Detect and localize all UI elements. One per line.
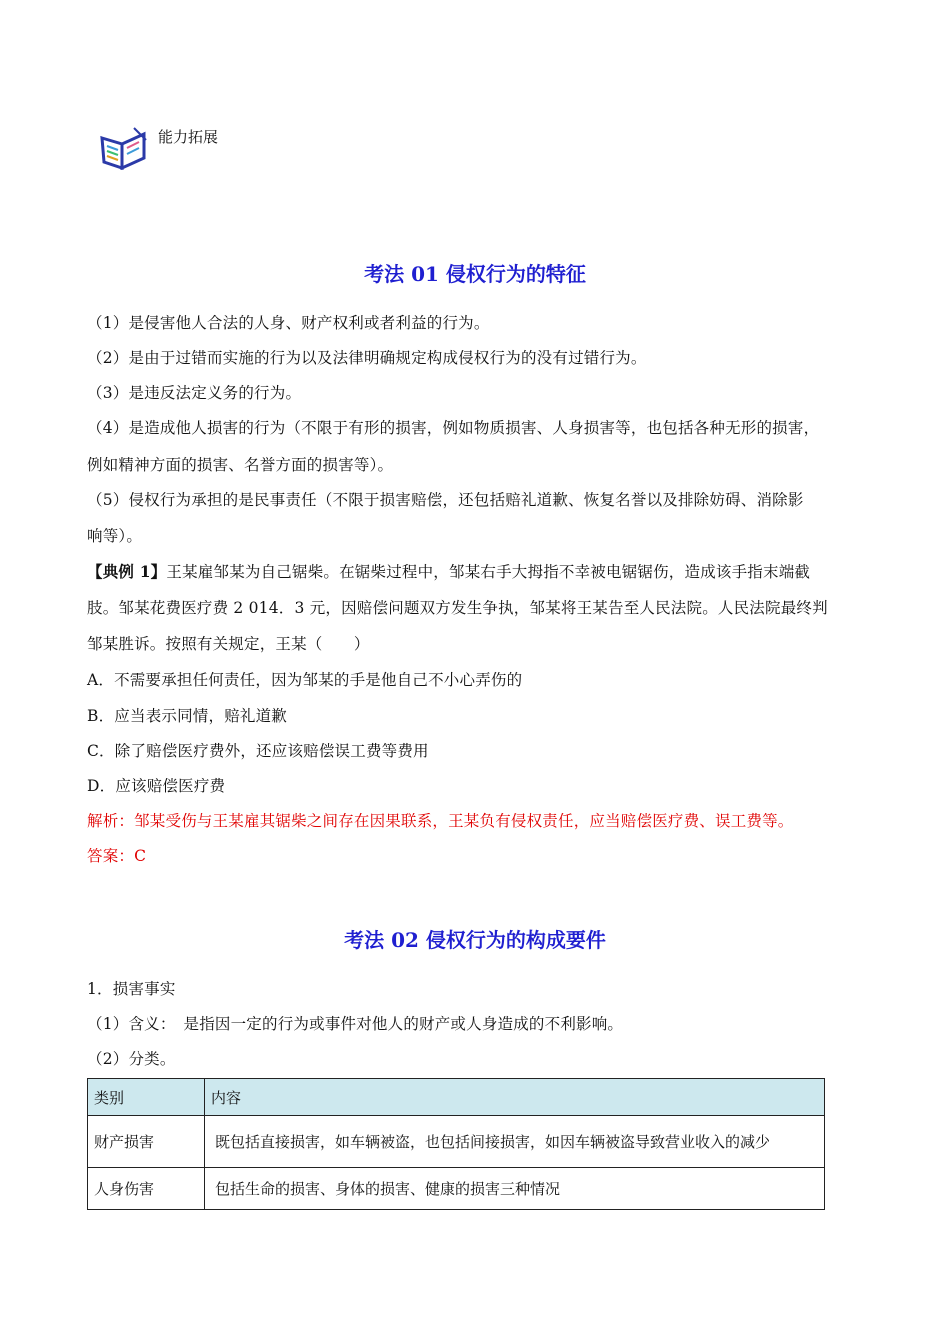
- table-header-row: [88, 1079, 825, 1116]
- table-cell-category: 人身伤害: [88, 1168, 205, 1210]
- table-cell-content: 既包括直接损害，如车辆被盗，也包括间接损害，如因车辆被盗导致营业收入的减少: [205, 1116, 825, 1168]
- feature-item-3: （3）是违反法定义务的行为。: [87, 384, 302, 402]
- damage-heading: 1．损害事实: [87, 980, 176, 998]
- table-cell-category: 财产损害: [88, 1116, 205, 1168]
- section-title-1: 考法 01 侵权行为的特征: [364, 262, 586, 286]
- option-b: B．应当表示同情，赔礼道歉: [87, 707, 287, 725]
- feature-item-2: （2）是由于过错而实施的行为以及法律明确规定构成侵权行为的没有过错行为。: [87, 349, 647, 367]
- option-c: C．除了赔偿医疗费外，还应该赔偿误工费等费用: [87, 742, 429, 760]
- table-header-category: 类别: [88, 1079, 205, 1116]
- example-question-line-1: [87, 560, 810, 582]
- damage-category-table: [87, 1078, 825, 1210]
- feature-item-1: （1）是侵害他人合法的人身、财产权利或者利益的行为。: [87, 314, 490, 332]
- open-book-icon: [98, 124, 150, 170]
- feature-item-4-cont: 例如精神方面的损害、名誉方面的损害等）。: [87, 456, 394, 474]
- analysis-text: 解析：邹某受伤与王某雇其锯柴之间存在因果联系，王某负有侵权责任，应当赔偿医疗费、误工费等。: [87, 812, 794, 830]
- damage-definition: （1）含义： 是指因一定的行为或事件对他人的财产或人身造成的不利影响。: [87, 1015, 624, 1033]
- table-cell-content: 包括生命的损害、身体的损害、健康的损害三种情况: [205, 1168, 825, 1210]
- example-tag: 【典例 1】: [87, 562, 167, 581]
- table-header-content: 内容: [205, 1079, 825, 1116]
- example-text-1: 王某雇邹某为自己锯柴。在锯柴过程中，邹某右手大拇指不幸被电锯锯伤，造成该手指末端截: [166, 563, 811, 581]
- option-a: A．不需要承担任何责任，因为邹某的手是他自己不小心弄伤的: [87, 671, 523, 689]
- damage-classification: （2）分类。: [87, 1050, 176, 1068]
- example-question-line-2: 肢。邹某花费医疗费 2 014．3 元，因赔偿问题双方发生争执，邹某将王某告至人民法院。人民法院最终判: [87, 599, 828, 617]
- answer-text: 答案：C: [87, 847, 147, 865]
- table-row: [88, 1116, 825, 1168]
- option-d: D．应该赔偿医疗费: [87, 777, 226, 795]
- feature-item-4: （4）是造成他人损害的行为（不限于有形的损害，例如物质损害、人身损害等，也包括各种无形的损害，: [87, 419, 820, 437]
- section-title-2: 考法 02 侵权行为的构成要件: [344, 928, 606, 952]
- feature-item-5: （5）侵权行为承担的是民事责任（不限于损害赔偿，还包括赔礼道歉、恢复名誉以及排除妨碍、消除影: [87, 491, 804, 509]
- header-label: 能力拓展: [158, 128, 219, 146]
- feature-item-5-cont: 响等）。: [87, 527, 143, 545]
- example-question-line-3: 邹某胜诉。按照有关规定，王某（ ）: [87, 635, 370, 653]
- table-row: [88, 1168, 825, 1210]
